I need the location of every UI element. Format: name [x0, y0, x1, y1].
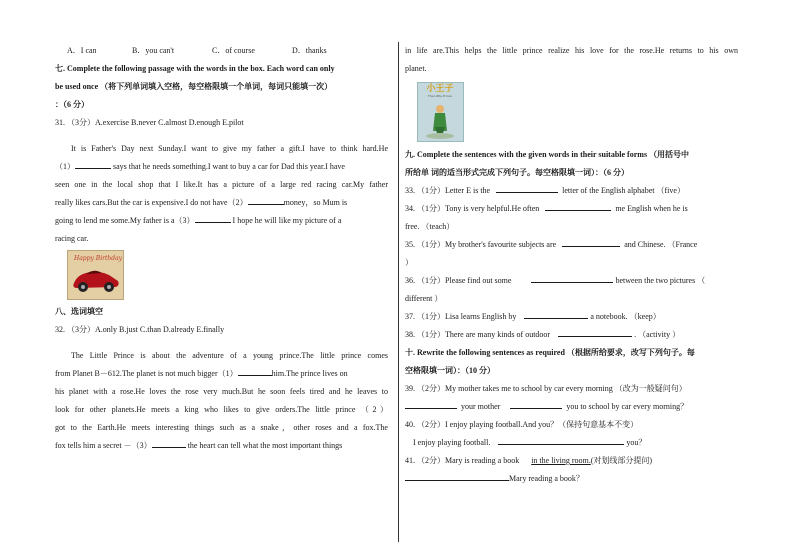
question-35: [405, 236, 738, 254]
options-row: [55, 42, 388, 60]
q41-instruction: (对划线部分提问): [590, 456, 653, 465]
question-37: [405, 308, 738, 326]
option-c: C．of course: [212, 46, 255, 55]
question-35-cont: ）: [405, 258, 413, 267]
passage1-line1: It is Father's Day next Sunday.I want to give my father a gift.I have to think hard.He: [71, 144, 388, 153]
blank-2[interactable]: [248, 195, 284, 205]
question-34: [405, 200, 738, 218]
question-33: [405, 182, 738, 200]
q40-text: you？: [626, 438, 647, 447]
q39-text: you to school by car every morning？: [566, 402, 689, 411]
question-40: 40. （2分）I enjoy playing football.And you？（保持句意基本不变）: [405, 420, 639, 429]
section9-title-line2: 所给单 词的适当形式完成下列句子。每空格限填一词）：（6 分）: [405, 168, 629, 177]
passage1-line4: [55, 194, 388, 212]
section7-title: 七. Complete the following passage with the words in the box. Each word can only: [55, 64, 335, 73]
q34-blank[interactable]: [545, 201, 611, 211]
passage2-line4: look for other planets.He meets a king who likes to give orders.The little prince （2）: [55, 405, 388, 414]
section9-title-en: 九. Complete the sentences with the given words in their suitable forms: [405, 150, 648, 159]
q41-blank[interactable]: [405, 471, 509, 481]
q38-text: 38. （1分）There are many kinds of outdoor: [405, 330, 551, 339]
section9-title-cn: （用括号中: [649, 150, 690, 159]
option-d: D．thanks: [292, 46, 327, 55]
passage2-text: him.The prince lives on: [271, 369, 348, 378]
q33-blank[interactable]: [496, 183, 558, 193]
question-41: [405, 452, 738, 470]
question-34-cont: free. （teach）: [405, 222, 455, 231]
passage2-line6: [55, 437, 388, 455]
section7-title-2a: be used once: [55, 82, 99, 91]
section7-title-line2: [55, 78, 388, 96]
section10-title-line2: 空格限填一词）：（10 分）: [405, 366, 495, 375]
q39-text: your mother: [461, 402, 501, 411]
q36-text: 36. （1分）Please find out some: [405, 276, 512, 285]
q38-text: . （activity ）: [634, 330, 681, 339]
little-prince-book-image: [417, 82, 464, 142]
section7-title-2b: （将下列单词填入空格，每空格限填一个单词，每词只能填一次）: [100, 82, 333, 91]
passage2-line5: got to the Earth.He meets interesting things such as a snake，other roses and a fox.The: [55, 423, 388, 432]
passage1-line2: [55, 158, 388, 176]
q41-text: Mary reading a book？: [509, 474, 584, 483]
passage1-line6: racing car.: [55, 234, 89, 243]
q35-blank[interactable]: [562, 237, 620, 247]
question-36: [405, 272, 738, 290]
question-32: 32. （3分）A.only B.just C.than D.already E.finally: [55, 325, 225, 334]
left-column: [55, 42, 388, 455]
passage2-line3: his planet with a rose.He loves the rose very much.But he soon feels tired and he leaves to: [55, 387, 388, 396]
question-40-answer: [405, 434, 738, 452]
q40-text: I enjoy playing football.: [413, 438, 491, 447]
passage2-text: the heart can tell what the most important things: [187, 441, 343, 450]
q36-blank[interactable]: [531, 273, 613, 283]
passage1-text: going to lend me some.My father is a（3）: [55, 216, 195, 225]
book-subtitle: The Little Prince: [427, 94, 453, 98]
question-31: 31. （3分）A.exercise B.never C.almost D.enough E.pilot: [55, 118, 244, 127]
blank-3[interactable]: [195, 213, 231, 223]
q38-blank[interactable]: [558, 327, 632, 337]
q35-text: 35. （1分）My brother's favourite subjects are: [405, 240, 557, 249]
passage2-line2: [55, 365, 388, 383]
passage1-text: really likes cars.But the car is expensive.I do not have（2）: [55, 198, 248, 207]
book-cover-illustration: [418, 83, 463, 141]
q36-text: between the two pictures （: [615, 276, 706, 285]
book-title: 小王子: [426, 84, 454, 94]
option-b: B．you can't: [132, 46, 175, 55]
right-column: [405, 42, 738, 488]
q33-text: 33. （1分）Letter E is the: [405, 186, 491, 195]
q39-blank-1[interactable]: [405, 399, 457, 409]
passage2-continued-line2: planet.: [405, 64, 427, 73]
passage2-text: fox tells him a secret －（3）: [55, 441, 152, 450]
section10-title-en: 十. Rewrite the following sentences as required: [405, 348, 565, 357]
passage1-text: I hope he will like my picture of a: [232, 216, 342, 225]
blank-1[interactable]: [238, 366, 272, 376]
section9-title: [405, 146, 738, 164]
q41-underlined: in the living room.: [531, 456, 591, 465]
q40-blank[interactable]: [498, 435, 624, 445]
q34-text: me English when he is: [615, 204, 688, 213]
passage1-line3: seen one in the local shop that I like.It has a picture of a large red racing car.My father: [55, 180, 388, 189]
q37-blank[interactable]: [524, 309, 588, 319]
question-41-answer: [405, 470, 738, 488]
blank-number: （1）: [55, 162, 75, 171]
q34-text: 34. （1分）Tony is very helpful.He often: [405, 204, 540, 213]
section10-title: [405, 344, 738, 362]
column-divider: [398, 42, 399, 542]
q35-text: and Chinese. （France: [624, 240, 698, 249]
section10-title-cn: （根据所给要求，改写下列句子。每: [566, 348, 695, 357]
question-36-cont: different ）: [405, 294, 443, 303]
passage2-text: from Planet B－612.The planet is not much bigger（1）: [55, 369, 238, 378]
birthday-car-image: [67, 250, 124, 300]
option-a: A．I can: [67, 46, 97, 55]
car-illustration: [68, 251, 123, 299]
birthday-label: Happy Birthday: [74, 255, 123, 262]
passage1-line5: [55, 212, 388, 230]
question-38: [405, 326, 738, 344]
passage2-line1: The Little Prince is about the adventure of a young prince.The little prince comes: [71, 351, 388, 360]
blank-1[interactable]: [75, 159, 111, 169]
q41-text: 41. （2分）Mary is reading a book: [405, 456, 520, 465]
q39-blank-2[interactable]: [510, 399, 562, 409]
passage1-text: says that he needs something.I want to buy a car for Dad this year.I have: [113, 162, 345, 171]
q37-text: 37. （1分）Lisa learns English by: [405, 312, 517, 321]
question-39: 39. （2分）My mother takes me to school by car every morning （改为一般疑问句）: [405, 384, 687, 393]
section8-title: 八、选词填空: [55, 307, 103, 316]
passage2-continued-line1: in life are.This helps the little prince realize his love for the rose.He returns to his own: [405, 46, 738, 55]
q37-text: a notebook. （keep）: [590, 312, 661, 321]
section7-score: ：（6 分）: [55, 100, 89, 109]
blank-3[interactable]: [152, 438, 186, 448]
passage1-text: money，so Mum is: [283, 198, 348, 207]
q33-text: letter of the English alphabet （five）: [562, 186, 685, 195]
question-39-answer: [405, 398, 738, 416]
